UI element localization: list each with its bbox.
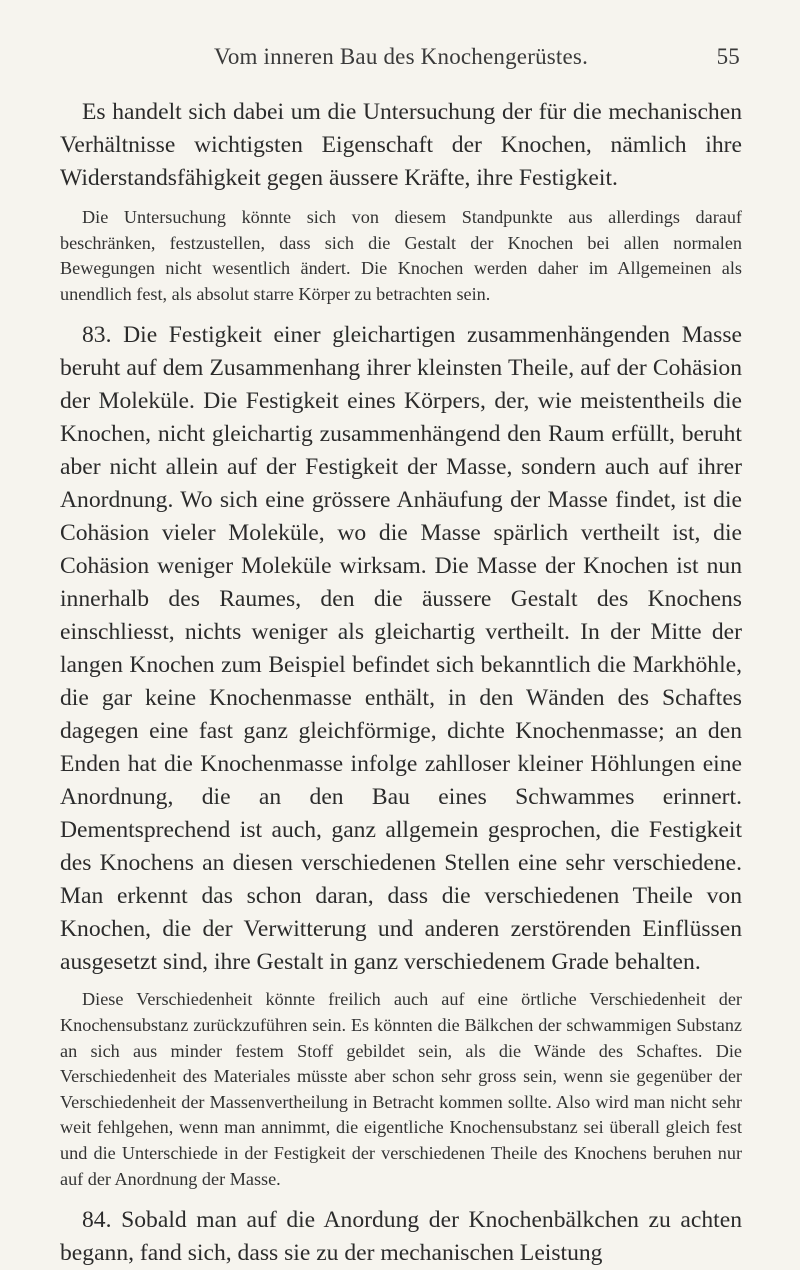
running-title: Vom inneren Bau des Knochengerüstes. <box>213 44 589 69</box>
note-verschiedenheit: Diese Verschiedenheit könnte freilich auch auf eine örtliche Verschiedenheit der Knochensubstanz zurückzuführen sein. Es könnten die Bälkchen der schwammigen Substanz an sich aus minder festem Stoff gebildet sein, als die Wände des Schaftes. Die Verschiedenheit des Materiales müsste aber schon sehr gross sein, wenn sie gegenüber der Verschiedenheit der Massenvertheilung in Betracht kommen sollte. Also wird man nicht sehr weit fehlgehen, wenn man annimmt, die eigentliche Knochensubstanz sei überall gleich fest und die Unterschiede in der Festigkeit der verschiedenen Theile des Knochens beruhen nur auf der Anordnung der Masse. <box>60 989 742 1189</box>
note-untersuchung: Die Untersuchung könnte sich von diesem Standpunkte aus allerdings darauf beschränken, festzustellen, dass sich die Gestalt der Knochen bei allen normalen Bewegungen nicht wesentlich ändert. Die Knochen werden daher im Allgemeinen als unendlich fest, als absolut starre Körper zu betrachten sein. <box>60 207 742 304</box>
paragraph-intro: Es handelt sich dabei um die Untersuchung der für die mechanischen Verhältnisse wichtigsten Eigenschaft der Knochen, nämlich ihre Widerstandsfähigkeit gegen äussere Kräfte, ihre Festigkeit. <box>60 99 742 191</box>
paragraph-84: 84. Sobald man auf die Anordung der Knochenbälkchen zu achten begann, fand sich, dass sie zu der mechanischen Leistung <box>60 1207 742 1267</box>
paragraph-83: 83. Die Festigkeit einer gleichartigen zusammenhängenden Masse beruht auf dem Zusammenhang ihrer kleinsten Theile, auf der Cohäsion der Moleküle. Die Festigkeit eines Körpers, der, wie meistentheils die Knochen, nicht gleichartig zusammenhängend den Raum erfüllt, beruht aber nicht allein auf der Festigkeit der Masse, sondern auch auf ihrer Anordnung. Wo sich eine grössere Anhäufung der Masse findet, ist die Cohäsion vieler Moleküle, wo die Masse spärlich vertheilt ist, die Cohäsion weniger Moleküle wirksam. Die Masse der Knochen ist nun innerhalb des Raumes, den die äussere Gestalt des Knochens einschliesst, nichts weniger als gleichartig vertheilt. In der Mitte der langen Knochen zum Beispiel befindet sich bekanntlich die Markhöhle, die gar keine Knochenmasse enthält, in den Wänden des Schaftes dagegen eine fast ganz gleichförmige, dichte Knochenmasse; an den Enden hat die Knochenmasse infolge zahlloser kleiner Höhlungen eine Anordnung, die an den Bau eines Schwammes erinnert. Dementsprechend ist auch, ganz allgemein gesprochen, die Festigkeit des Knochens an diesen verschiedenen Stellen eine sehr verschiedene. Man erkennt das schon daran, dass die verschiedenen Theile von Knochen, die der Verwitterung und anderen zerstörenden Einflüssen ausgesetzt sind, ihre Gestalt in ganz verschiedenem Grade behalten. <box>60 322 742 976</box>
running-header <box>60 44 742 84</box>
page-number: 55 <box>716 44 740 69</box>
